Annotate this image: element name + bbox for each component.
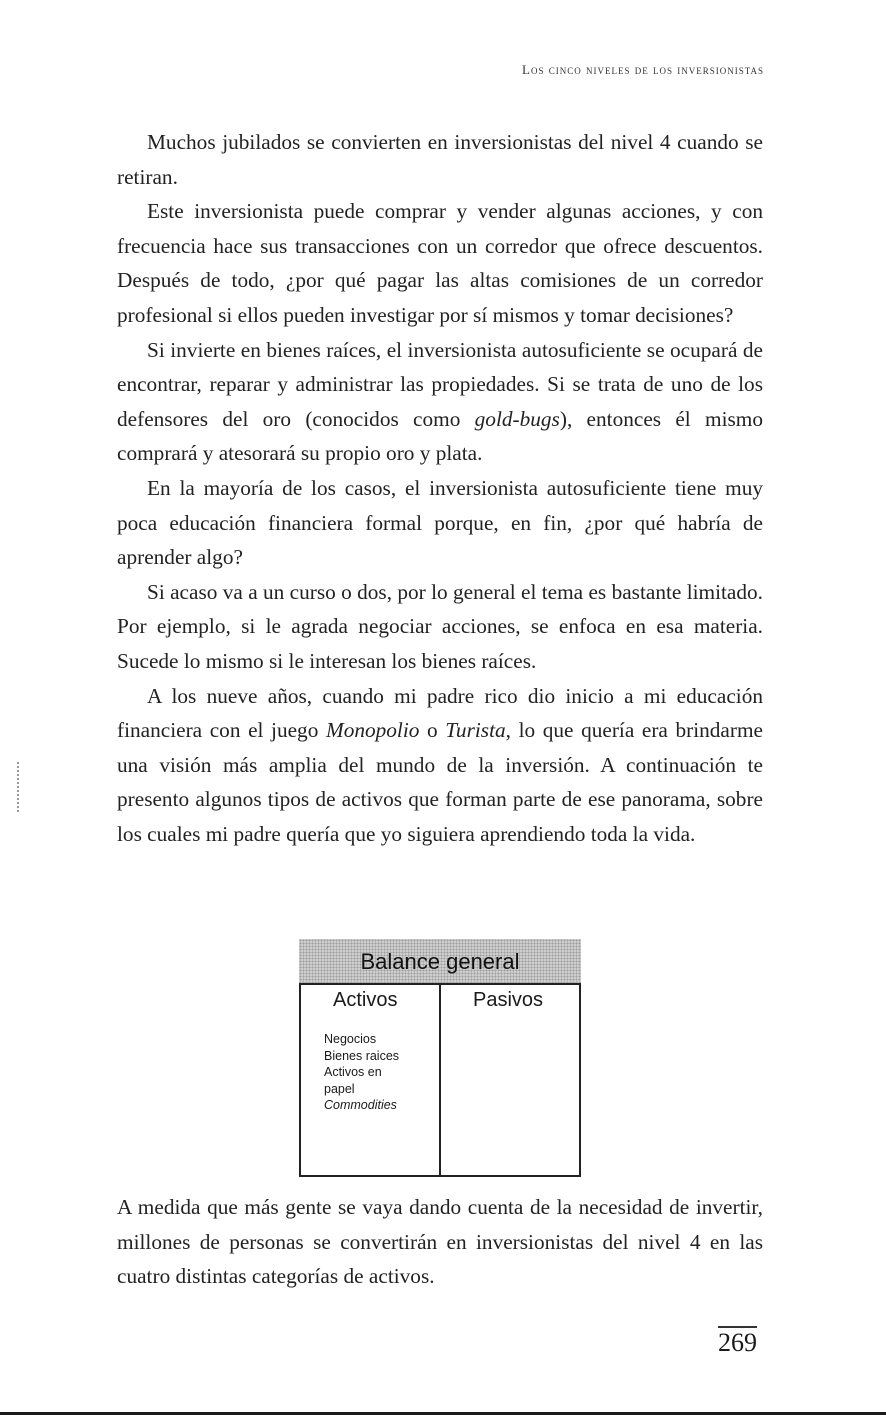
body-text <box>117 125 763 851</box>
page-number: 269 <box>718 1328 757 1357</box>
running-header <box>522 62 764 78</box>
paragraph-6 <box>117 679 763 852</box>
asset-item-papel: papel <box>324 1081 355 1096</box>
paragraph-5: Si acaso va a un curso o dos, por lo general el tema es bastante limitado. Por ejemplo, si le agrada negociar acciones, se enfoca en esa materia. Sucede lo mismo si le interesan los bienes raíces. <box>117 579 763 673</box>
paragraph-3 <box>117 333 763 471</box>
asset-item-bienes-raices: Bienes raices <box>324 1048 400 1063</box>
balance-sheet-divider <box>439 985 441 1175</box>
paragraph-6-or: o <box>419 718 446 743</box>
closing-text <box>117 1190 763 1294</box>
game-title-monopolio: Monopolio <box>325 718 420 743</box>
balance-sheet-title: Balance general <box>299 939 581 983</box>
paragraph-4: En la mayoría de los casos, el inversionista autosuficiente tiene muy poca educación financiera formal porque, en fin, ¿por qué habría de aprender algo? <box>117 475 763 570</box>
paragraph-1: Muchos jubilados se convierten en inversionistas del nivel 4 cuando se retiran. <box>117 130 763 189</box>
asset-item-negocios: Negocios <box>324 1032 377 1046</box>
gold-bugs-term: gold-bugs <box>474 406 560 431</box>
liabilities-column-label: Pasivos <box>473 989 544 1011</box>
balance-sheet-diagram <box>299 939 581 1177</box>
paragraph-6-tail: , lo que quería era brindarme una visión más amplia del mundo de la inversión. A continuación te presento algunos tipos de activos que forman parte de ese panorama, sobre los cuales mi padre quería que yo siguiera aprendiendo toda la vida. <box>117 718 763 846</box>
asset-item-activos-en: Activos en <box>324 1065 382 1079</box>
paragraph-6-lead: A los nueve años, cuando mi padre rico dio inicio a mi educación financiera con el juego <box>117 683 763 743</box>
assets-column-label: Activos <box>333 989 398 1011</box>
assets-list <box>324 1031 424 1114</box>
paragraph-3-lead: Si invierte en bienes raíces, el inversionista autosuficiente se ocupará de encontrar, reparar y administrar las propiedades. Si se trata de uno de los defensores del oro (conocidos como <box>117 337 763 431</box>
running-title: Los cinco niveles de los inversionistas <box>522 62 764 77</box>
bottom-scan-edge <box>0 1412 886 1415</box>
asset-item-commodities: Commodities <box>324 1098 397 1112</box>
closing-paragraph: A medida que más gente se vaya dando cuenta de la necesidad de invertir, millones de personas se convertirán en inversionistas del nivel 4 en las cuatro distintas categorías de activos. <box>117 1195 763 1289</box>
scan-margin-marks <box>17 762 21 812</box>
balance-sheet-grid <box>299 983 581 1177</box>
paragraph-3-tail: ), entonces él mismo comprará y atesorará su propio oro y plata. <box>117 406 763 466</box>
game-title-turista: Turista <box>445 718 506 743</box>
paragraph-2: Este inversionista puede comprar y vender algunas acciones, y con frecuencia hace sus transacciones con un corredor que ofrece descuentos. Después de todo, ¿por qué pagar las altas comisiones de un corredor profesional si ellos pueden investigar por sí mismos y tomar decisiones? <box>117 199 763 327</box>
